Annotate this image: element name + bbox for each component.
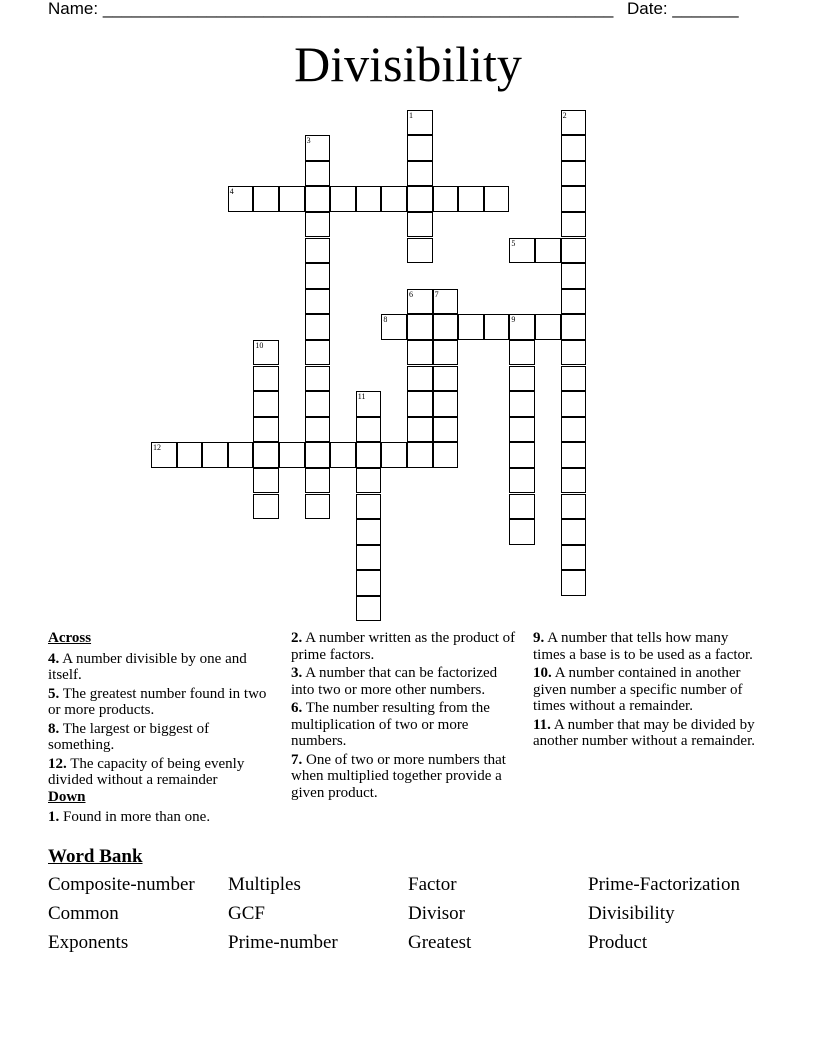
crossword-cell[interactable] [509, 391, 535, 417]
crossword-cell[interactable] [381, 186, 407, 212]
crossword-cell[interactable] [305, 494, 331, 520]
crossword-cell[interactable] [279, 186, 305, 212]
crossword-cell[interactable] [356, 519, 382, 545]
crossword-cell[interactable] [561, 494, 587, 520]
crossword-cell[interactable] [458, 314, 484, 340]
crossword-cell[interactable] [509, 468, 535, 494]
clue-across-8 [48, 721, 274, 754]
crossword-cell[interactable] [509, 340, 535, 366]
page-title: Divisibility [294, 36, 522, 92]
clue-number: 6. [291, 700, 303, 716]
clue-text: A number that may be divided by another number without a remainder. [533, 716, 756, 749]
clue-column-2 [291, 630, 517, 803]
clue-number: 1. [48, 809, 60, 825]
name-label: Name: [48, 0, 99, 18]
clue-text: A number that tells how many times a base is to be used as a factor. [533, 630, 753, 663]
crossword-cell[interactable] [561, 417, 587, 443]
clue-across-4 [48, 651, 274, 684]
crossword-cell[interactable] [202, 442, 228, 468]
clue-number: 4. [48, 650, 60, 667]
crossword-cell[interactable] [484, 186, 510, 212]
crossword-cell[interactable] [407, 314, 433, 340]
crossword-cell[interactable] [253, 186, 279, 212]
crossword-cell[interactable] [433, 366, 459, 392]
crossword-cell[interactable] [561, 161, 587, 187]
crossword-cell[interactable] [407, 212, 433, 238]
crossword-cell[interactable] [407, 186, 433, 212]
word-bank [48, 874, 788, 961]
clue-number: 2. [291, 630, 303, 646]
crossword-cell[interactable] [433, 289, 459, 315]
crossword-cell[interactable] [151, 442, 177, 468]
cell-number: 10 [255, 340, 264, 350]
crossword-cell[interactable] [305, 289, 331, 315]
crossword-cell[interactable] [228, 442, 254, 468]
clue-text: The greatest number found in two or more products. [48, 685, 267, 718]
word-bank-item: Prime-Factorization [588, 874, 740, 895]
crossword-cell[interactable] [356, 596, 382, 622]
crossword-cell[interactable] [305, 391, 331, 417]
crossword-cell[interactable] [407, 289, 433, 315]
crossword-cell[interactable] [561, 519, 587, 545]
clue-text: A number contained in another given number a specific number of times without a remainder. [533, 665, 743, 714]
clue-down-1 [48, 809, 274, 826]
crossword-cell[interactable] [535, 314, 561, 340]
crossword-cell[interactable] [433, 442, 459, 468]
word-bank-item: Factor [408, 874, 457, 895]
word-bank-item: Common [48, 903, 119, 924]
cell-number: 9 [511, 315, 516, 325]
crossword-cell[interactable] [561, 238, 587, 264]
crossword-cell[interactable] [458, 186, 484, 212]
clue-across-5 [48, 686, 274, 719]
crossword-cell[interactable] [535, 238, 561, 264]
crossword-cell[interactable] [253, 494, 279, 520]
clue-text: A number that can be factorized into two or more other numbers. [291, 665, 498, 698]
date-label: Date: [627, 0, 668, 18]
crossword-cell[interactable] [305, 161, 331, 187]
crossword-cell[interactable] [407, 161, 433, 187]
crossword-cell[interactable] [433, 314, 459, 340]
cell-number: 8 [383, 315, 388, 325]
crossword-cell[interactable] [356, 186, 382, 212]
crossword-cell[interactable] [305, 314, 331, 340]
crossword-cell[interactable] [509, 519, 535, 545]
clue-text: One of two or more numbers that when multiplied together provide a given product. [291, 751, 506, 801]
crossword-cell[interactable] [381, 314, 407, 340]
crossword-cell[interactable] [509, 494, 535, 520]
cell-number: 1 [409, 110, 413, 120]
clue-text: Found in more than one. [63, 809, 211, 825]
clue-number: 7. [291, 751, 303, 768]
crossword-cell[interactable] [509, 442, 535, 468]
crossword-cell[interactable] [305, 135, 331, 161]
word-bank-item: Product [588, 932, 648, 953]
crossword-cell[interactable] [407, 135, 433, 161]
crossword-cell[interactable] [561, 442, 587, 468]
date-field[interactable] [627, 0, 739, 19]
crossword-cell[interactable] [561, 263, 587, 289]
word-bank-title: Word Bank [48, 846, 143, 867]
crossword-cell[interactable] [509, 238, 535, 264]
clue-number: 3. [291, 665, 303, 681]
crossword-cell[interactable] [561, 545, 587, 571]
crossword-cell[interactable] [433, 417, 459, 443]
crossword-cell[interactable] [253, 391, 279, 417]
across-heading: Across [48, 630, 92, 646]
clue-number: 9. [533, 630, 545, 646]
crossword-cell[interactable] [561, 340, 587, 366]
crossword-cell[interactable] [509, 314, 535, 340]
crossword-cell[interactable] [279, 442, 305, 468]
cell-number: 7 [434, 289, 439, 299]
clue-number: 8. [48, 720, 60, 737]
clue-down-2 [291, 630, 517, 663]
crossword-cell[interactable] [407, 391, 433, 417]
crossword-cell[interactable] [433, 391, 459, 417]
crossword-cell[interactable] [407, 366, 433, 392]
word-bank-item: Greatest [408, 932, 472, 953]
clue-across-12 [48, 756, 274, 789]
down-heading: Down [48, 788, 86, 805]
crossword-cell[interactable] [253, 366, 279, 392]
word-bank-item: Composite-number [48, 874, 195, 895]
word-bank-item: Multiples [228, 874, 301, 895]
cell-number: 4 [229, 187, 234, 197]
crossword-cell[interactable] [356, 442, 382, 468]
crossword-cell[interactable] [407, 417, 433, 443]
word-bank-item: Divisibility [588, 903, 675, 924]
cell-number: 11 [357, 392, 366, 402]
crossword-cell[interactable] [356, 391, 382, 417]
word-bank-item: Divisor [408, 903, 465, 924]
crossword-cell[interactable] [561, 366, 587, 392]
crossword-cell[interactable] [305, 468, 331, 494]
crossword-cell[interactable] [561, 314, 587, 340]
crossword-cell[interactable] [509, 417, 535, 443]
crossword-cell[interactable] [561, 135, 587, 161]
clue-text: A number divisible by one and itself. [48, 650, 247, 683]
clue-down-9 [533, 630, 759, 663]
crossword-cell[interactable] [177, 442, 203, 468]
cell-number: 5 [511, 238, 516, 248]
crossword-cell[interactable] [356, 494, 382, 520]
name-field[interactable] [48, 0, 613, 19]
cell-number: 2 [562, 110, 567, 120]
clue-down-10 [533, 665, 759, 715]
cell-number: 12 [153, 443, 161, 453]
crossword-cell[interactable] [561, 391, 587, 417]
clue-text: The number resulting from the multiplication of two or more numbers. [291, 700, 490, 749]
crossword-cell[interactable] [509, 366, 535, 392]
crossword-cell[interactable] [407, 442, 433, 468]
crossword-cell[interactable] [253, 442, 279, 468]
crossword-cell[interactable] [305, 238, 331, 264]
crossword-cell[interactable] [433, 186, 459, 212]
cell-number: 3 [306, 136, 311, 146]
clue-text: The capacity of being evenly divided without a remainder [48, 755, 245, 788]
clue-column-3 [533, 630, 759, 752]
crossword-cell[interactable] [305, 186, 331, 212]
clue-number: 12. [48, 755, 67, 772]
crossword-cell[interactable] [253, 340, 279, 366]
crossword-cell[interactable] [433, 340, 459, 366]
clue-column-1 [48, 630, 274, 828]
crossword-cell[interactable] [356, 417, 382, 443]
name-line: ______________________________________________________ [102, 0, 614, 18]
crossword-cell[interactable] [561, 110, 587, 136]
crossword-cell[interactable] [253, 417, 279, 443]
crossword-cell[interactable] [228, 186, 254, 212]
crossword-cell[interactable] [305, 366, 331, 392]
crossword-cell[interactable] [305, 212, 331, 238]
crossword-cell[interactable] [407, 110, 433, 136]
crossword-cell[interactable] [561, 186, 587, 212]
crossword-cell[interactable] [305, 263, 331, 289]
clue-down-7 [291, 752, 517, 802]
word-bank-item: Prime-number [228, 932, 338, 953]
crossword-cell[interactable] [407, 238, 433, 264]
word-bank-item: GCF [228, 903, 265, 924]
crossword-cell[interactable] [253, 468, 279, 494]
clue-down-11 [533, 717, 759, 750]
crossword-cell[interactable] [407, 340, 433, 366]
crossword-cell[interactable] [356, 545, 382, 571]
crossword-cell[interactable] [305, 340, 331, 366]
clue-down-3 [291, 665, 517, 698]
clue-text: A number written as the product of prime factors. [291, 630, 516, 663]
cell-number: 6 [409, 289, 413, 299]
clue-number: 11. [533, 716, 551, 733]
crossword-cell[interactable] [561, 570, 587, 596]
crossword-cell[interactable] [484, 314, 510, 340]
clue-number: 5. [48, 685, 60, 702]
crossword-cell[interactable] [330, 186, 356, 212]
crossword-cell[interactable] [330, 442, 356, 468]
crossword-cell[interactable] [561, 212, 587, 238]
crossword-cell[interactable] [561, 289, 587, 315]
clue-number: 10. [533, 665, 552, 681]
crossword-cell[interactable] [381, 442, 407, 468]
crossword-cell[interactable] [305, 417, 331, 443]
clue-text: The largest or biggest of something. [48, 720, 210, 753]
word-bank-item: Exponents [48, 932, 129, 953]
crossword-cell[interactable] [356, 570, 382, 596]
clue-down-6 [291, 700, 517, 750]
crossword-cell[interactable] [561, 468, 587, 494]
date-line: _______ [672, 0, 739, 18]
crossword-cell[interactable] [356, 468, 382, 494]
crossword-cell[interactable] [305, 442, 331, 468]
